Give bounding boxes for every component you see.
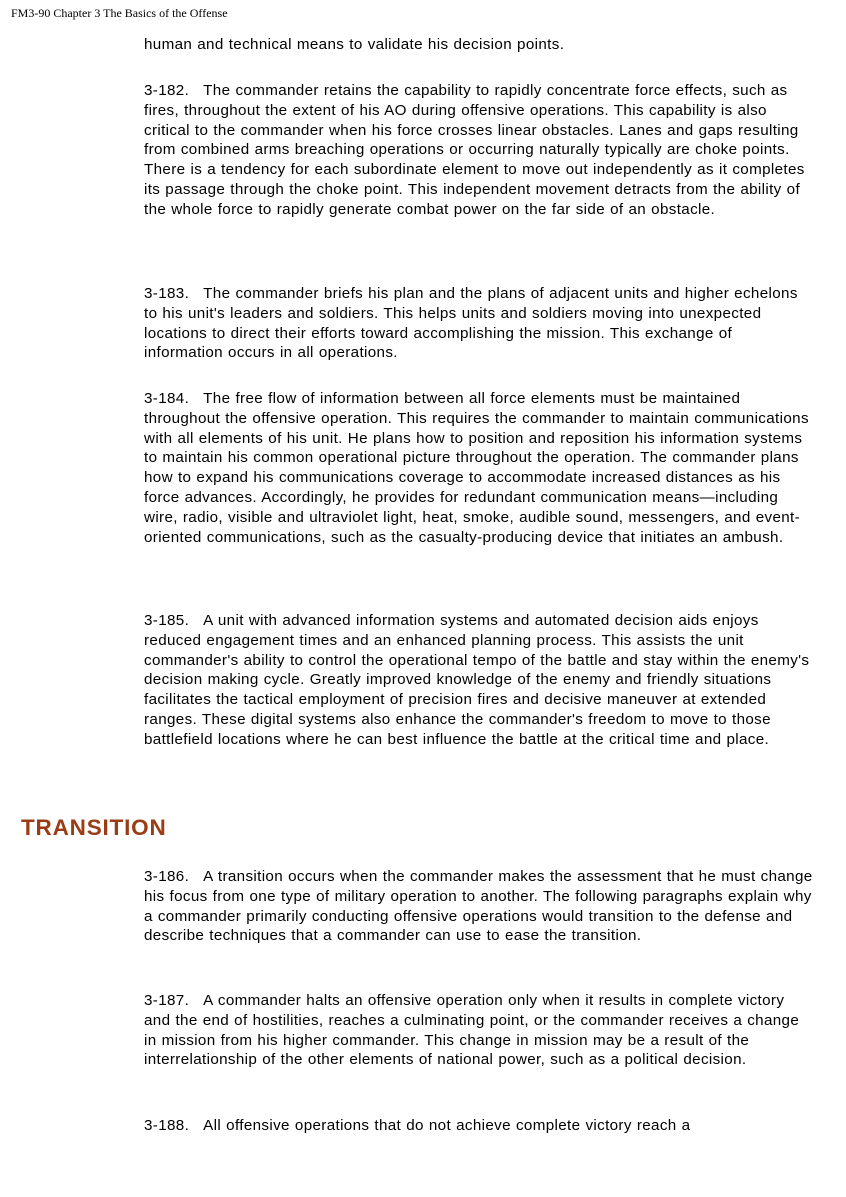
paragraph-3-186: [144, 867, 814, 946]
paragraph-number: 3-184.: [144, 390, 190, 407]
paragraph-3-182: [144, 81, 814, 220]
paragraph-number: 3-182.: [144, 82, 190, 99]
paragraph-3-187: [144, 991, 814, 1070]
paragraph-text: A commander halts an offensive operation only when it results in complete victory and the end of hostilities, reaches a culminating point, or the commander receives a change in mission from his higher commander. This change in mission may be a result of the interrelationship of the other elements of national power, such as a political decision.: [144, 992, 800, 1069]
paragraph-3-184: [144, 389, 814, 547]
paragraph-3-188: [144, 1116, 814, 1136]
paragraph-text: The commander briefs his plan and the plans of adjacent units and higher echelons to his unit's leaders and soldiers. This helps units and soldiers moving into unexpected locations to direct their efforts toward accomplishing the mission. This exchange of information occurs in all operations.: [144, 285, 798, 362]
paragraph-3-185: [144, 611, 814, 750]
paragraph-number: 3-186.: [144, 868, 190, 885]
paragraph-number: 3-185.: [144, 612, 190, 629]
paragraph-text: The free flow of information between all force elements must be maintained throughout the offensive operation. This requires the commander to maintain communications with all elements of his unit. He plans how to position and reposition his information systems to maintain his common operational picture throughout the operation. The commander plans how to expand his communications coverage to accommodate increased distances as his force advances. Accordingly, he provides for redundant communication means—including wire, radio, visible and ultraviolet light, heat, smoke, audible sound, messengers, and event-oriented communications, such as the casualty-producing device that initiates an ambush.: [144, 390, 809, 546]
paragraph-number: 3-188.: [144, 1117, 190, 1134]
paragraph-text: A unit with advanced information systems and automated decision aids enjoys reduced engagement times and an enhanced planning process. This assists the unit commander's ability to control the operational tempo of the battle and stay within the enemy's decision making cycle. Greatly improved knowledge of the enemy and friendly situations facilitates the tactical employment of precision fires and decisive maneuver at extended ranges. These digital systems also enhance the commander's freedom to move to those battlefield locations where he can best influence the battle at the critical time and place.: [144, 612, 810, 748]
paragraph-3-183: [144, 284, 814, 363]
running-header: FM3-90 Chapter 3 The Basics of the Offense: [11, 6, 228, 20]
continuation-paragraph: human and technical means to validate his decision points.: [144, 36, 565, 53]
paragraph-text: A transition occurs when the commander makes the assessment that he must change his focus from one type of military operation to another. The following paragraphs explain why a commander primarily conducting offensive operations would transition to the defense and describe techniques that a commander can use to ease the transition.: [144, 868, 813, 945]
section-heading-transition: TRANSITION: [21, 815, 167, 840]
paragraph-text: The commander retains the capability to rapidly concentrate force effects, such as fires, throughout the extent of his AO during offensive operations. This capability is also critical to the commander when his force crosses linear obstacles. Lanes and gaps resulting from combined arms breaching operations or occurring naturally typically are choke points. There is a tendency for each subordinate element to move out independently as it completes its passage through the choke point. This independent movement detracts from the ability of the whole force to rapidly generate combat power on the far side of an obstacle.: [144, 82, 805, 218]
paragraph-text: All offensive operations that do not achieve complete victory reach a: [203, 1117, 691, 1134]
paragraph-number: 3-187.: [144, 992, 190, 1009]
paragraph-number: 3-183.: [144, 285, 190, 302]
